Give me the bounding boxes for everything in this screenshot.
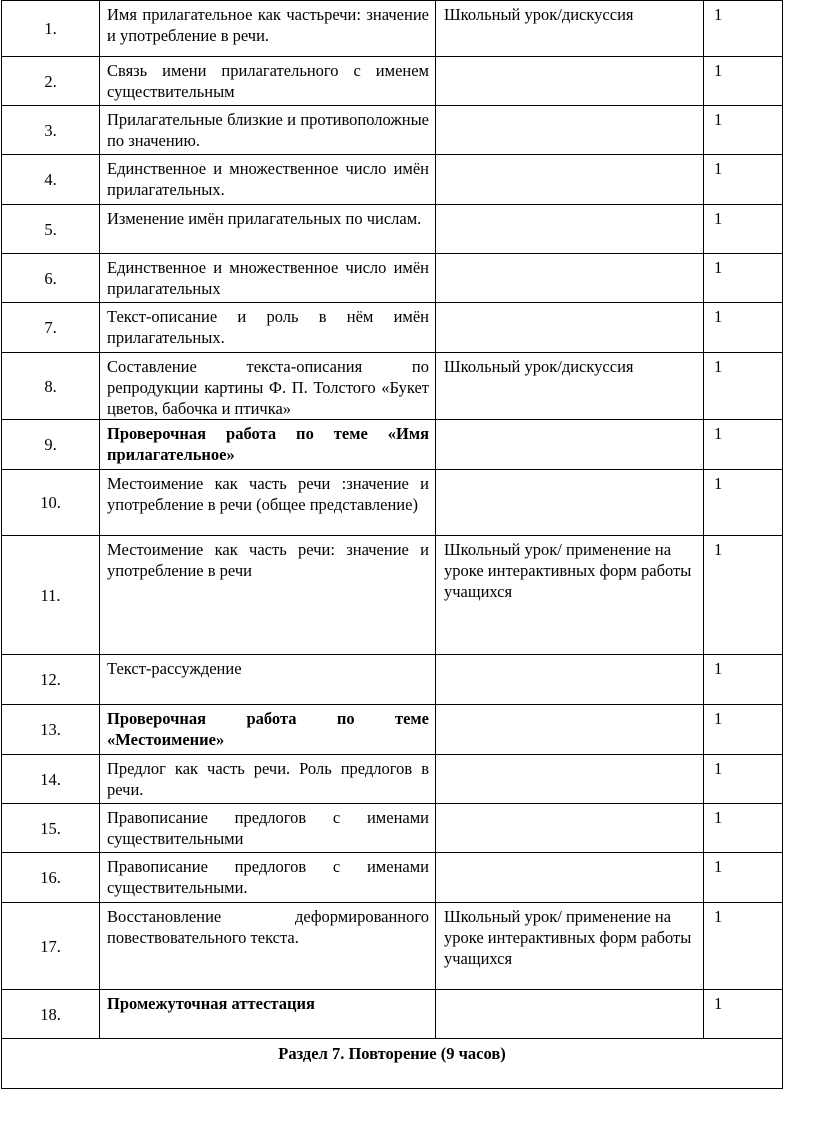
lesson-number-cell [2, 755, 100, 804]
lesson-form [436, 804, 704, 853]
lesson-hours: 1 [704, 205, 783, 254]
lesson-form [436, 205, 704, 254]
lesson-hours: 1 [704, 353, 783, 420]
lesson-number-cell [2, 205, 100, 254]
lesson-topic: Прилагательные близкие и противоположные по значению. [100, 106, 436, 155]
lesson-topic: Местоимение как часть речи: значение и употребление в речи [100, 536, 436, 655]
lesson-plan-table [1, 0, 783, 1089]
lesson-number: 7. [44, 318, 57, 337]
table-row [2, 903, 783, 990]
table-row [2, 420, 783, 470]
lesson-number: 4. [44, 170, 57, 189]
lesson-number-cell [2, 470, 100, 536]
lesson-number: 1. [44, 19, 57, 38]
lesson-number: 15. [40, 818, 61, 838]
table-row [2, 655, 783, 705]
lesson-number: 6. [44, 268, 57, 288]
table-row [2, 303, 783, 353]
lesson-topic: Предлог как часть речи. Роль предлогов в речи. [100, 755, 436, 804]
lesson-hours: 1 [704, 705, 783, 755]
lesson-number: 18. [40, 1004, 61, 1024]
lesson-topic: Проверочная работа по теме «Имя прилагательное» [100, 420, 436, 470]
lesson-hours: 1 [704, 254, 783, 303]
lesson-number-cell [2, 303, 100, 353]
lesson-number-cell [2, 804, 100, 853]
lesson-number: 3. [44, 120, 57, 140]
lesson-number-cell [2, 536, 100, 655]
lesson-number: 16. [40, 868, 61, 887]
lesson-hours: 1 [704, 755, 783, 804]
lesson-number-cell [2, 353, 100, 420]
lesson-hours: 1 [704, 536, 783, 655]
lesson-hours: 1 [704, 57, 783, 106]
lesson-topic: Текст-рассуждение [100, 655, 436, 705]
section-heading: Раздел 7. Повторение (9 часов) [2, 1039, 783, 1089]
lesson-number-cell [2, 106, 100, 155]
lesson-topic: Текст-описание и роль в нём имён прилагательных. [100, 303, 436, 353]
lesson-number-cell [2, 155, 100, 205]
lesson-hours: 1 [704, 303, 783, 353]
lesson-number: 5. [44, 219, 57, 239]
lesson-form [436, 420, 704, 470]
lesson-hours: 1 [704, 853, 783, 903]
lesson-form [436, 303, 704, 353]
lesson-form: Школьный урок/дискуссия [436, 353, 704, 420]
table-row [2, 205, 783, 254]
lesson-form [436, 655, 704, 705]
lesson-form: Школьный урок/дискуссия [436, 1, 704, 57]
lesson-form [436, 57, 704, 106]
lesson-number-cell [2, 420, 100, 470]
section-row [2, 1039, 783, 1089]
lesson-number: 12. [40, 670, 61, 689]
lesson-form: Школьный урок/ применение на уроке интерактивных форм работы учащихся [436, 536, 704, 655]
lesson-topic: Правописание предлогов с именами существительными [100, 804, 436, 853]
table-row [2, 1, 783, 57]
lesson-hours: 1 [704, 1, 783, 57]
lesson-topic: Проверочная работа по теме «Местоимение» [100, 705, 436, 755]
lesson-number: 14. [40, 769, 61, 789]
lesson-number-cell [2, 655, 100, 705]
lesson-hours: 1 [704, 655, 783, 705]
lesson-form: Школьный урок/ применение на уроке интерактивных форм работы учащихся [436, 903, 704, 990]
lesson-form [436, 470, 704, 536]
lesson-form [436, 990, 704, 1039]
lesson-number: 13. [40, 720, 61, 739]
lesson-number-cell [2, 990, 100, 1039]
table-row [2, 254, 783, 303]
lesson-form [436, 155, 704, 205]
lesson-hours: 1 [704, 106, 783, 155]
lesson-number: 17. [40, 936, 61, 956]
lesson-form [436, 705, 704, 755]
lesson-topic: Имя прилагательное как частьречи: значение и употребление в речи. [100, 1, 436, 57]
lesson-topic: Связь имени прилагательного с именем существительным [100, 57, 436, 106]
table-row [2, 755, 783, 804]
table-row [2, 804, 783, 853]
lesson-topic: Восстановление деформированного повествовательного текста. [100, 903, 436, 990]
table-row [2, 155, 783, 205]
lesson-hours: 1 [704, 470, 783, 536]
table-row [2, 705, 783, 755]
lesson-number: 2. [44, 71, 57, 91]
lesson-form [436, 853, 704, 903]
lesson-hours: 1 [704, 804, 783, 853]
lesson-topic: Единственное и множественное число имён прилагательных [100, 254, 436, 303]
lesson-topic: Единственное и множественное число имён прилагательных. [100, 155, 436, 205]
lesson-hours: 1 [704, 990, 783, 1039]
lesson-form [436, 755, 704, 804]
table-row [2, 536, 783, 655]
lesson-number-cell [2, 853, 100, 903]
lesson-form [436, 254, 704, 303]
lesson-number-cell [2, 903, 100, 990]
table-row [2, 990, 783, 1039]
lesson-topic: Составление текста-описания по репродукции картины Ф. П. Толстого «Букет цветов, бабочка и птичка» [100, 353, 436, 420]
lesson-hours: 1 [704, 420, 783, 470]
lesson-number: 10. [40, 493, 61, 512]
lesson-hours: 1 [704, 155, 783, 205]
lesson-number-cell [2, 705, 100, 755]
lesson-topic: Правописание предлогов с именами существительными. [100, 853, 436, 903]
lesson-hours: 1 [704, 903, 783, 990]
table-row [2, 57, 783, 106]
lesson-topic: Местоимение как часть речи :значение и употребление в речи (общее представление) [100, 470, 436, 536]
lesson-number: 11. [40, 585, 61, 605]
table-row [2, 470, 783, 536]
lesson-form [436, 106, 704, 155]
lesson-topic: Промежуточная аттестация [100, 990, 436, 1039]
lesson-number-cell [2, 1, 100, 57]
lesson-number: 8. [44, 376, 57, 396]
table-row [2, 853, 783, 903]
lesson-number-cell [2, 57, 100, 106]
table-row [2, 106, 783, 155]
lesson-topic: Изменение имён прилагательных по числам. [100, 205, 436, 254]
lesson-number-cell [2, 254, 100, 303]
table-body [2, 1, 783, 1089]
lesson-number: 9. [44, 435, 57, 454]
table-row [2, 353, 783, 420]
